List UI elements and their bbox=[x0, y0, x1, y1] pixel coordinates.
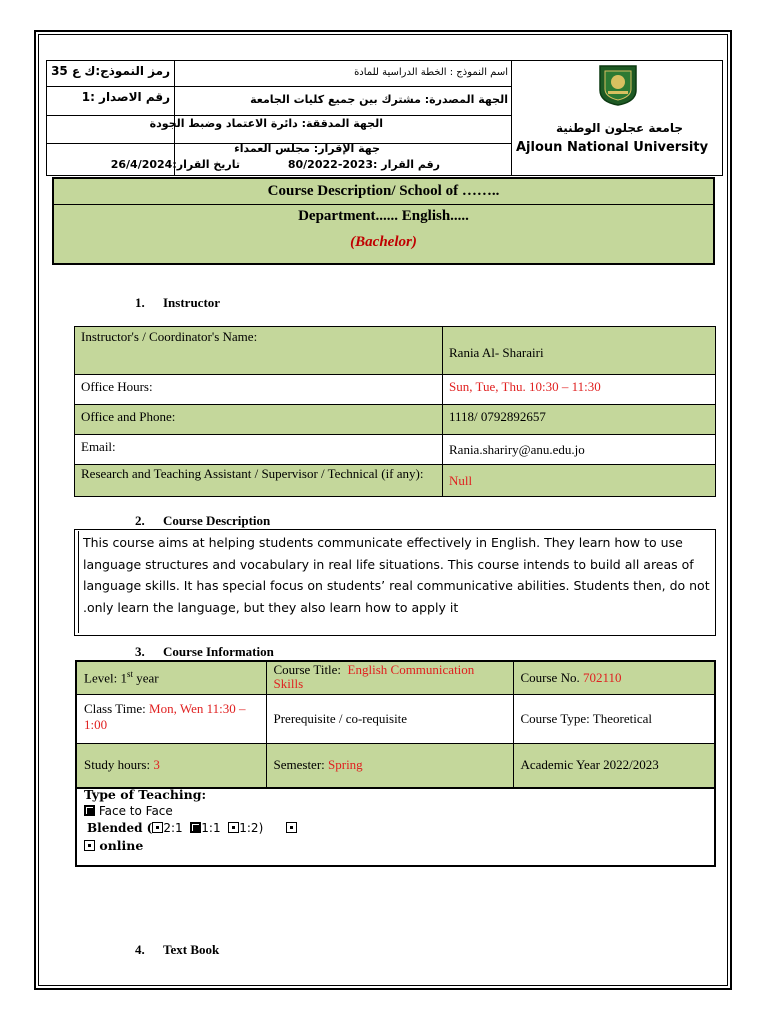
teaching-type-box bbox=[75, 786, 716, 867]
university-logo bbox=[596, 62, 640, 106]
face-to-face-checkbox[interactable] bbox=[84, 805, 95, 816]
description-line: language skills. It has special focus on students’ real communicative abilities. Students then, do not bbox=[83, 578, 710, 593]
blended-extra-checkbox[interactable] bbox=[286, 822, 297, 833]
assistant-label: Research and Teaching Assistant / Supervisor / Technical (if any): bbox=[75, 465, 443, 497]
issuing-body: الجهة المصدرة: مشترك بين جميع كليات الجامعة bbox=[250, 93, 508, 106]
university-name-english: Ajloun National University bbox=[516, 140, 709, 155]
section-instructor-heading: 1. Instructor bbox=[135, 295, 221, 310]
course-type-value: Theoretical bbox=[592, 711, 652, 726]
office-hours-label: Office Hours: bbox=[75, 375, 443, 405]
course-type-cell: Course Type: Theoretical bbox=[513, 695, 715, 744]
section-description-heading: 2. Course Description bbox=[135, 513, 271, 528]
decision-number: رقم القرار :2023-80/2022 bbox=[287, 158, 440, 171]
study-hours-cell: Study hours: 3 bbox=[76, 744, 266, 788]
course-title-box bbox=[52, 177, 715, 265]
email-label: Email: bbox=[75, 435, 443, 465]
instructor-table bbox=[74, 326, 716, 497]
section-textbook-heading: 4. Text Book bbox=[135, 942, 220, 957]
course-number-cell: Course No. 702110 bbox=[513, 661, 715, 695]
class-time-cell: Class Time: Mon, Wen 11:30 – 1:00 bbox=[76, 695, 266, 744]
title-degree: (Bachelor) bbox=[350, 234, 417, 250]
teaching-type-heading: Type of Teaching: bbox=[84, 787, 207, 802]
university-name-arabic: جامعة عجلون الوطنية bbox=[556, 121, 684, 135]
description-line: This course aims at helping students communicate effectively in English. They learn how to use bbox=[83, 535, 683, 550]
instructor-name-label: Instructor's / Coordinator's Name: bbox=[75, 327, 443, 375]
office-phone-label: Office and Phone: bbox=[75, 405, 443, 435]
course-title-value: English Communication Skills bbox=[273, 662, 475, 691]
online-checkbox[interactable] bbox=[84, 840, 95, 851]
blended-2-1-checkbox[interactable] bbox=[152, 822, 163, 833]
description-line: .only learn the language, but they also learn how to apply it bbox=[83, 599, 459, 615]
course-number-value: 702110 bbox=[582, 670, 622, 685]
face-to-face-option: Face to Face bbox=[84, 804, 173, 818]
blended-1-1-checkbox[interactable] bbox=[190, 822, 201, 833]
semester-cell: Semester: Spring bbox=[266, 744, 513, 788]
academic-year-cell: Academic Year 2022/2023 bbox=[513, 744, 715, 788]
instructor-name-value: Rania Al- Sharairi bbox=[443, 327, 716, 375]
assistant-value: Null bbox=[443, 465, 716, 497]
course-description-box bbox=[74, 529, 716, 636]
course-info-table bbox=[75, 660, 716, 789]
semester-value: Spring bbox=[328, 757, 363, 773]
blended-option: Blended ( 2:1 1:1 1:2) bbox=[87, 821, 297, 835]
form-code: رمز النموذج:ك ع 35 bbox=[51, 64, 170, 78]
study-hours-value: 3 bbox=[153, 757, 160, 773]
online-option: online bbox=[84, 838, 143, 853]
description-line: language structures and vocabulary in real life situations. This course intends to build all areas of bbox=[83, 556, 694, 572]
level-cell: Level: 1st year bbox=[76, 661, 266, 695]
title-school: Course Description/ School of …….. bbox=[267, 183, 500, 199]
title-department: Department...... English..... bbox=[298, 208, 469, 224]
prerequisite-cell: Prerequisite / co-requisite bbox=[266, 695, 513, 744]
blended-1-2-checkbox[interactable] bbox=[228, 822, 239, 833]
approving-body: جهة الإقرار: مجلس العمداء bbox=[234, 142, 380, 155]
section-course-info-heading: 3. Course Information bbox=[135, 644, 274, 659]
course-title-cell: Course Title: English Communication Skills bbox=[266, 661, 513, 695]
office-hours-value: Sun, Tue, Thu. 10:30 – 11:30 bbox=[443, 375, 716, 405]
decision-date: تاريخ القرار:26/4/2024 bbox=[110, 158, 240, 171]
issue-number: رقم الاصدار :1 bbox=[81, 90, 170, 104]
class-time-value: Mon, Wen 11:30 – 1:00 bbox=[84, 701, 246, 732]
auditing-body: الجهة المدققة: دائرة الاعتماد وضبط الجودة bbox=[149, 117, 383, 130]
email-value: Rania.shariry@anu.edu.jo bbox=[443, 435, 716, 465]
form-name: اسم النموذج : الخطة الدراسية للمادة bbox=[354, 67, 508, 78]
office-phone-value: 1118/ 0792892657 bbox=[443, 405, 716, 435]
